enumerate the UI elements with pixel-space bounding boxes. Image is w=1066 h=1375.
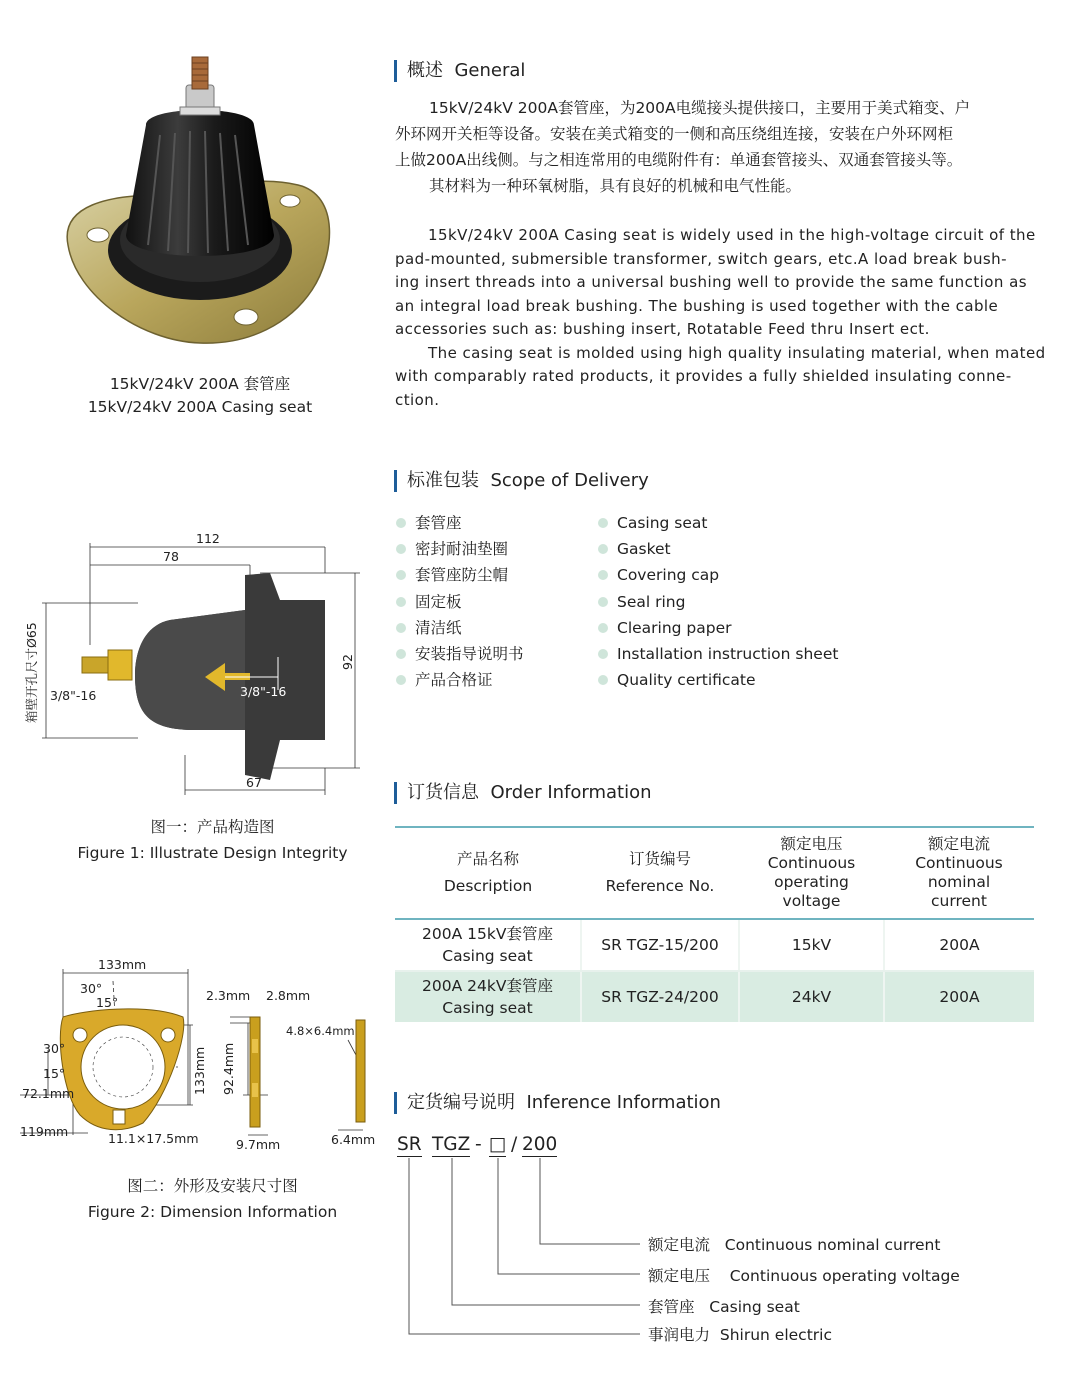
order-header-current bbox=[884, 827, 1034, 919]
legend-cn: 额定电流 bbox=[648, 1236, 711, 1254]
figure1-caption-cn: 图一：产品构造图 bbox=[150, 818, 275, 836]
code-box bbox=[489, 1134, 506, 1157]
legend-casing bbox=[648, 1295, 800, 1317]
order-title-cn: 订货信息 bbox=[407, 782, 479, 803]
cell-description bbox=[395, 971, 581, 1022]
table-row bbox=[395, 919, 1034, 971]
order-header-description bbox=[395, 827, 581, 919]
list-item: Quality certificate bbox=[597, 667, 838, 693]
figure2-caption-en: Figure 2: Dimension Information bbox=[87, 1203, 338, 1221]
fig2-angle-15-top: 15° bbox=[96, 995, 119, 1010]
product-caption-cn: 15kV/24kV 200A 套管座 bbox=[109, 375, 291, 393]
delivery-list-cn bbox=[395, 510, 524, 693]
product-caption-en: 15kV/24kV 200A Casing seat bbox=[87, 398, 313, 416]
code-sr bbox=[397, 1134, 422, 1157]
order-title-en: Order Information bbox=[490, 782, 652, 803]
list-item: Clearing paper bbox=[597, 615, 838, 641]
header-cn: 产品名称 bbox=[456, 850, 519, 868]
fig2-angle-30-top: 30° bbox=[80, 981, 103, 996]
list-item: 密封耐油垫圈 bbox=[395, 536, 524, 562]
header-en: Description bbox=[443, 877, 533, 895]
code-200 bbox=[522, 1134, 557, 1157]
figure1-caption bbox=[40, 816, 385, 865]
code-part-voltage: □ bbox=[489, 1134, 507, 1155]
header-cn: 订货编号 bbox=[628, 850, 691, 868]
list-item: Seal ring bbox=[597, 589, 838, 615]
cell-voltage: 24kV bbox=[739, 971, 884, 1022]
general-en-line: with comparably rated products, it provides a fully shielded insulating conne- bbox=[395, 367, 1012, 385]
fig2-angle-15-left: 15° bbox=[43, 1066, 66, 1081]
fig2-slot: 11.1×17.5mm bbox=[108, 1131, 199, 1146]
order-table bbox=[395, 826, 1034, 1022]
code-tgz bbox=[432, 1134, 470, 1157]
inference-title-cn: 定货编号说明 bbox=[407, 1092, 515, 1113]
delivery-title-cn: 标准包装 bbox=[407, 470, 479, 491]
list-item: 套管座防尘帽 bbox=[395, 562, 524, 588]
fig2-d119: 119mm bbox=[20, 1124, 69, 1139]
legend-en: Continuous operating voltage bbox=[729, 1267, 960, 1285]
general-cn-line: 其材料为一种环氧树脂，具有良好的机械和电气性能。 bbox=[429, 177, 802, 195]
desc-cn: 200A 15kV套管座 bbox=[422, 925, 553, 943]
fig1-dim-112: 112 bbox=[196, 531, 220, 546]
cell-reference: SR TGZ-24/200 bbox=[581, 971, 739, 1022]
fig2-d23: 2.3mm bbox=[206, 988, 251, 1003]
list-item: 固定板 bbox=[395, 589, 524, 615]
casing-seat-photo bbox=[50, 55, 350, 355]
general-cn-line: 上做200A出线侧。与之相连常用的电缆附件有：单通套管接头、双通套管接头等。 bbox=[395, 151, 963, 169]
cell-voltage: 15kV bbox=[739, 919, 884, 971]
table-row bbox=[395, 971, 1034, 1022]
general-en-line: pad-mounted, submersible transformer, switch gears, etc.A load break bush- bbox=[395, 249, 1007, 268]
cell-current: 200A bbox=[884, 971, 1034, 1022]
figure2-caption-cn: 图二：外形及安装尺寸图 bbox=[127, 1177, 298, 1195]
delivery-title-en: Scope of Delivery bbox=[490, 470, 649, 491]
code-slash: / bbox=[511, 1134, 518, 1155]
figure2-drawing bbox=[18, 955, 383, 1155]
fig2-angle-30-left: 30° bbox=[43, 1041, 66, 1056]
general-title-en: General bbox=[454, 60, 526, 81]
general-en-line: ction. bbox=[395, 390, 440, 409]
delivery-list-en bbox=[597, 510, 838, 693]
legend-cn: 事润电力 bbox=[648, 1326, 711, 1344]
list-item: Casing seat bbox=[597, 510, 838, 536]
legend-en: Continuous nominal current bbox=[724, 1236, 941, 1254]
order-table-header bbox=[395, 827, 1034, 919]
list-item: 安装指导说明书 bbox=[395, 641, 524, 667]
legend-cn: 额定电压 bbox=[648, 1267, 711, 1285]
general-en-line: an integral load break bushing. The bushing is used together with the cable bbox=[395, 296, 999, 315]
fig2-d133-top: 133mm bbox=[98, 957, 147, 972]
list-item: Covering cap bbox=[597, 562, 838, 588]
general-cn-line: 外环网开关柜等设备。安装在美式箱变的一侧和高压绕组连接，安装在户外环网柜 bbox=[395, 125, 954, 143]
desc-cn: 200A 24kV套管座 bbox=[422, 977, 553, 995]
section-title-order bbox=[394, 782, 652, 804]
fig1-hole-label: 箱壁开孔尺寸Ø65 bbox=[24, 622, 39, 723]
fig2-d28: 2.8mm bbox=[266, 988, 311, 1003]
header-cn: 额定电压 bbox=[780, 835, 843, 853]
code-part-type: TGZ bbox=[432, 1134, 471, 1155]
fig1-dim-67: 67 bbox=[246, 775, 262, 790]
inference-title-en: Inference Information bbox=[526, 1092, 721, 1113]
code-part-current: 200 bbox=[522, 1134, 558, 1155]
legend-cn: 套管座 bbox=[648, 1298, 695, 1316]
list-item: 套管座 bbox=[395, 510, 524, 536]
header-en: Continuous operating voltage bbox=[767, 854, 856, 910]
general-en-line: The casing seat is molded using high quality insulating material, when mated bbox=[428, 343, 1046, 362]
header-en: Reference No. bbox=[605, 877, 715, 895]
header-en: Continuous nominal current bbox=[915, 854, 1003, 910]
fig1-thread-right: 3/8"-16 bbox=[240, 684, 287, 699]
desc-en: Casing seat bbox=[442, 947, 533, 965]
order-header-reference bbox=[581, 827, 739, 919]
header-cn: 额定电流 bbox=[927, 835, 990, 853]
general-cn-line: 15kV/24kV 200A套管座，为200A电缆接头提供接口，主要用于美式箱变、户 bbox=[429, 99, 971, 117]
general-en-line: accessories such as: bushing insert, Rotatable Feed thru Insert ect. bbox=[395, 320, 930, 338]
fig1-thread-left: 3/8"-16 bbox=[50, 688, 97, 703]
general-title-cn: 概述 bbox=[407, 60, 443, 81]
list-item: Installation instruction sheet bbox=[597, 641, 838, 667]
fig2-d72: 72.1mm bbox=[22, 1086, 75, 1101]
list-item: Gasket bbox=[597, 536, 838, 562]
code-part-brand: SR bbox=[397, 1134, 422, 1155]
legend-en: Shirun electric bbox=[719, 1326, 832, 1344]
order-header-voltage bbox=[739, 827, 884, 919]
general-cn-text bbox=[395, 95, 1045, 199]
fig1-dim-78: 78 bbox=[163, 549, 179, 564]
legend-current bbox=[648, 1233, 940, 1255]
cell-current: 200A bbox=[884, 919, 1034, 971]
fig2-d64: 6.4mm bbox=[331, 1132, 376, 1147]
code-connector-lines bbox=[400, 1158, 650, 1343]
list-item: 清洁纸 bbox=[395, 615, 524, 641]
section-title-delivery bbox=[394, 470, 649, 492]
cell-reference: SR TGZ-15/200 bbox=[581, 919, 739, 971]
cell-description bbox=[395, 919, 581, 971]
legend-voltage bbox=[648, 1264, 960, 1286]
figure1-caption-en: Figure 1: Illustrate Design Integrity bbox=[77, 844, 348, 862]
desc-en: Casing seat bbox=[442, 999, 533, 1017]
general-en-text bbox=[395, 224, 1050, 412]
legend-brand bbox=[648, 1323, 832, 1345]
figure2-caption bbox=[40, 1175, 385, 1224]
code-sep: - bbox=[475, 1134, 482, 1155]
product-caption bbox=[55, 373, 345, 419]
fig1-dim-92: 92 bbox=[340, 654, 355, 670]
section-title-inference bbox=[394, 1092, 721, 1114]
fig2-d4864: 4.8×6.4mm bbox=[286, 1024, 355, 1038]
fig2-d133-side: 133mm bbox=[192, 1046, 207, 1095]
legend-en: Casing seat bbox=[709, 1298, 800, 1316]
figure1-drawing bbox=[20, 525, 370, 800]
list-item: 产品合格证 bbox=[395, 667, 524, 693]
fig2-d97: 9.7mm bbox=[236, 1137, 281, 1152]
general-en-line: 15kV/24kV 200A Casing seat is widely used in the high-voltage circuit of the bbox=[428, 226, 1036, 244]
fig2-d924: 92.4mm bbox=[221, 1042, 236, 1095]
general-en-line: ing insert threads into a universal bushing well to provide the same function as bbox=[395, 273, 1027, 291]
section-title-general bbox=[394, 60, 525, 82]
